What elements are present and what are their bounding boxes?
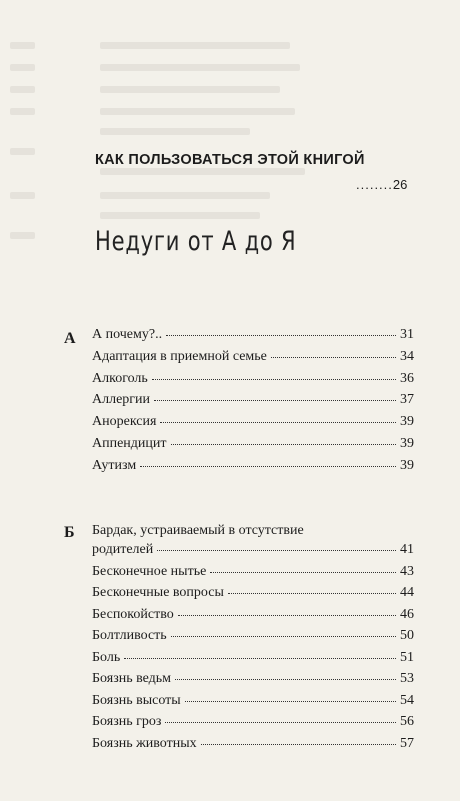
toc-entry-title: Боль bbox=[92, 649, 121, 665]
toc-entry-title: Боязнь ведьм bbox=[92, 671, 172, 686]
toc-entry[interactable] bbox=[92, 628, 414, 649]
toc-entry-page: 56 bbox=[400, 714, 414, 729]
toc-entry[interactable] bbox=[92, 736, 414, 757]
toc-entry[interactable] bbox=[92, 458, 414, 479]
toc-entry-title: родителей bbox=[92, 542, 154, 557]
toc-leader-dots bbox=[152, 379, 396, 380]
toc-leader-dots bbox=[140, 466, 396, 467]
toc-entry-page: 57 bbox=[400, 735, 414, 751]
toc-entry[interactable] bbox=[92, 585, 414, 606]
toc-entry-page: 44 bbox=[400, 585, 414, 600]
toc-entry[interactable] bbox=[92, 714, 414, 735]
chapter-title: Недуги от А до Я bbox=[95, 226, 297, 257]
toc-leader-dots bbox=[157, 550, 396, 551]
toc-entry-page: 43 bbox=[400, 563, 414, 579]
toc-leader-dots bbox=[175, 679, 396, 680]
toc-entry-page: 51 bbox=[400, 649, 414, 665]
toc-entry-title: Бесконечные вопросы bbox=[92, 585, 224, 600]
toc-entry[interactable] bbox=[92, 436, 414, 457]
toc-entry[interactable] bbox=[92, 349, 414, 370]
toc-entry-page: 53 bbox=[400, 671, 414, 686]
toc-entry-page: 46 bbox=[400, 606, 414, 622]
toc-entry-title: Боязнь высоты bbox=[92, 692, 181, 708]
toc-leader-dots bbox=[171, 636, 396, 637]
toc-entry[interactable] bbox=[92, 392, 414, 413]
toc-entry-title: Боязнь гроз bbox=[92, 714, 162, 729]
toc-entry[interactable] bbox=[92, 542, 414, 563]
toc-leader-dots bbox=[271, 357, 396, 358]
toc-entry[interactable] bbox=[92, 327, 414, 348]
toc-entry-page: 39 bbox=[400, 414, 414, 430]
toc-entry[interactable] bbox=[92, 607, 414, 628]
toc-leader-dots bbox=[210, 572, 396, 573]
toc-leader-dots bbox=[160, 422, 396, 423]
section-page-ref bbox=[356, 177, 436, 192]
section-leader-dots: ........ bbox=[356, 177, 393, 192]
toc-entry-page: 34 bbox=[400, 348, 414, 364]
toc-entry-wrapped-line: Бардак, устраиваемый в отсутствие bbox=[92, 523, 304, 538]
toc-leader-dots bbox=[228, 593, 396, 594]
toc-entry-page: 36 bbox=[400, 370, 414, 386]
toc-leader-dots bbox=[166, 335, 396, 336]
toc-entry[interactable] bbox=[92, 414, 414, 435]
toc-entry-title: Беспокойство bbox=[92, 606, 174, 622]
toc-leader-dots bbox=[185, 701, 396, 702]
toc-entry-title: Бесконечное нытье bbox=[92, 563, 207, 579]
toc-leader-dots bbox=[124, 658, 396, 659]
toc-entry-title: Адаптация в приемной семье bbox=[92, 348, 267, 364]
section-title: КАК ПОЛЬЗОВАТЬСЯ ЭТОЙ КНИГОЙ bbox=[95, 152, 365, 168]
toc-entry-title: А почему?.. bbox=[92, 327, 163, 342]
toc-entry-title: Аллергии bbox=[92, 392, 151, 408]
toc-entry-title: Аппендицит bbox=[92, 436, 167, 451]
toc-entry-page: 37 bbox=[400, 392, 414, 408]
toc-entry-page: 50 bbox=[400, 628, 414, 643]
toc-entry-title: Анорексия bbox=[92, 414, 157, 430]
group-letter: А bbox=[64, 330, 76, 347]
toc-entry-page: 54 bbox=[400, 692, 414, 708]
toc-entry[interactable] bbox=[92, 671, 414, 692]
group-letter: Б bbox=[64, 524, 75, 541]
toc-entry-page: 41 bbox=[400, 542, 414, 557]
toc-entry-title: Болтливость bbox=[92, 628, 167, 643]
toc-leader-dots bbox=[171, 444, 396, 445]
toc-entry-page: 31 bbox=[400, 327, 414, 342]
toc-entry[interactable] bbox=[92, 564, 414, 585]
toc-entry-page: 39 bbox=[400, 436, 414, 451]
toc-entry[interactable] bbox=[92, 650, 414, 671]
section-page-number: 26 bbox=[392, 177, 408, 192]
toc-leader-dots bbox=[154, 400, 396, 401]
toc-leader-dots bbox=[165, 722, 396, 723]
toc-entry[interactable] bbox=[92, 371, 414, 392]
toc-entry[interactable] bbox=[92, 693, 414, 714]
toc-entry-title: Аутизм bbox=[92, 457, 137, 473]
toc-entry-page: 39 bbox=[400, 457, 414, 473]
toc-entry-title: Алкоголь bbox=[92, 370, 148, 386]
toc-leader-dots bbox=[201, 744, 396, 745]
toc-entry-title: Боязнь животных bbox=[92, 735, 197, 751]
toc-leader-dots bbox=[178, 615, 396, 616]
